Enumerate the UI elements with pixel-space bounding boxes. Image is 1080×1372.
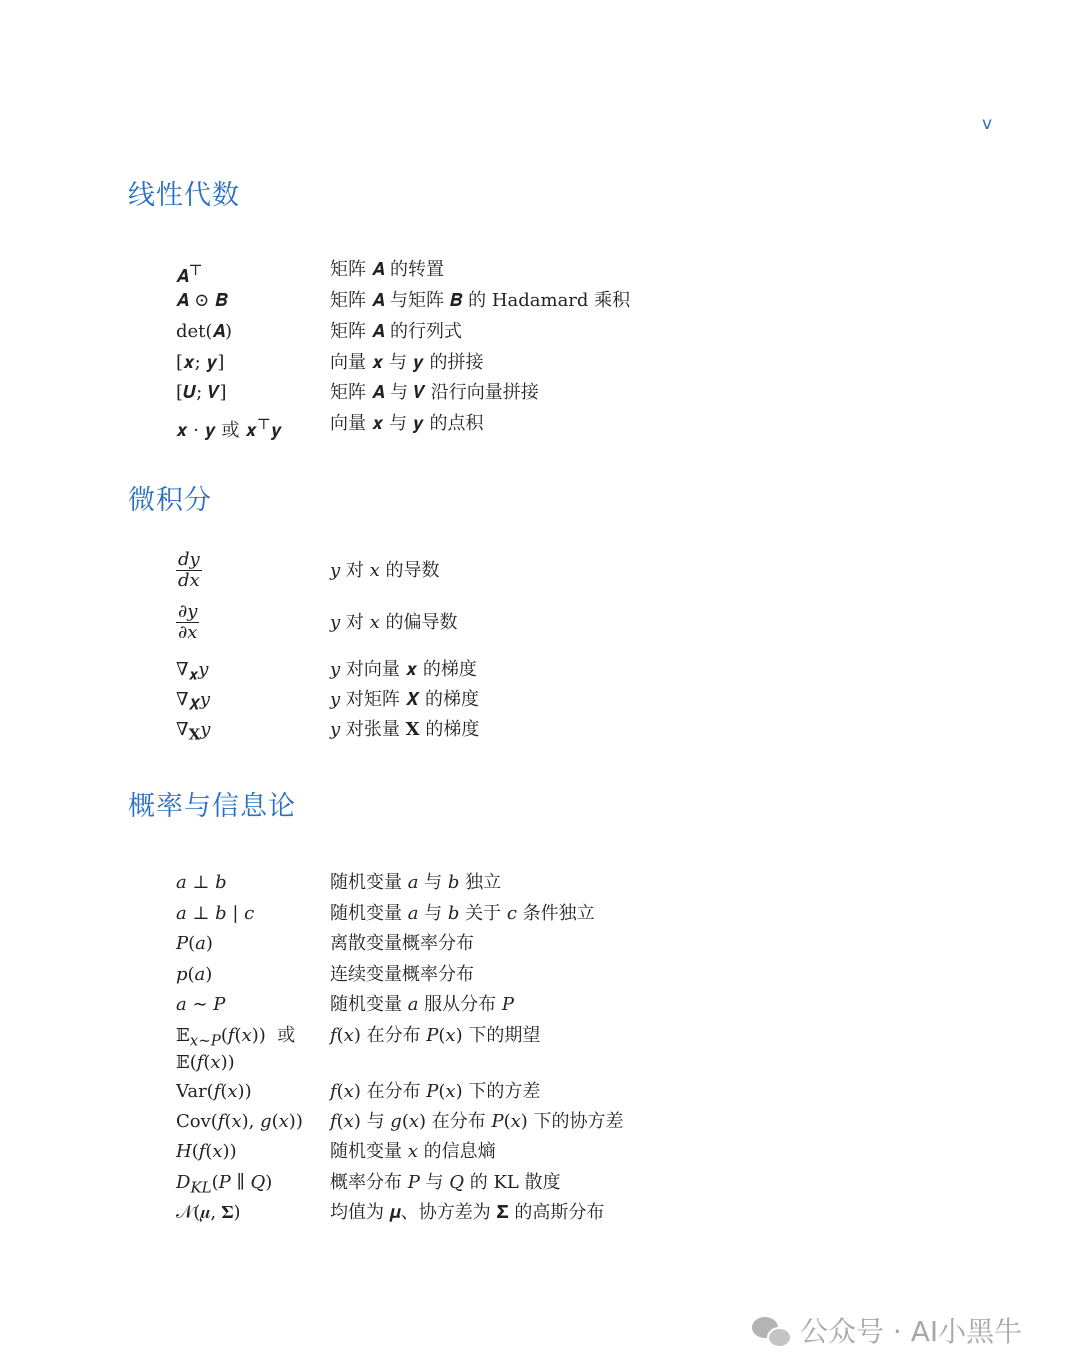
- section-title: 概率与信息论: [128, 791, 296, 822]
- notation-row: [0, 903, 1080, 933]
- fraction: [176, 550, 202, 591]
- notation-description: 均值为 𝝁、协方差为 𝚺 的高斯分布: [330, 1202, 605, 1223]
- notation-symbol: 𝒩(𝝁, 𝚺): [176, 1202, 241, 1223]
- watermark: [752, 1310, 1022, 1350]
- notation-symbol: $\nabla_𝒙𝑦$: [176, 659, 209, 684]
- notation-description: 随机变量 𝑎 服从分布 𝑃: [330, 994, 515, 1015]
- notation-row: [0, 964, 1080, 994]
- notation-row: [0, 1111, 1080, 1141]
- notation-symbol: 𝑝(𝑎): [176, 964, 213, 985]
- notation-description: 概率分布 𝑃 与 𝑄 的 KL 散度: [330, 1172, 561, 1193]
- fraction-numerator: ∂𝑦: [178, 601, 198, 622]
- notation-row: [0, 933, 1080, 963]
- notation-symbol: Var(𝑓(𝑥)): [176, 1081, 252, 1102]
- notation-symbol: $\nabla_𝑿𝑦$: [176, 689, 211, 714]
- notation-symbol: 𝑨 ⊙ 𝑩: [176, 290, 228, 311]
- notation-symbol: 𝑨⊤: [176, 261, 203, 287]
- notation-row: [0, 290, 1080, 320]
- notation-symbol: [𝑼; 𝑽]: [176, 382, 227, 403]
- notation-symbol: [176, 550, 202, 591]
- notation-symbol: [𝒙; 𝒚]: [176, 352, 225, 373]
- notation-row: [0, 689, 1080, 719]
- notation-description: 向量 𝒙 与 𝒚 的点积: [330, 413, 484, 434]
- notation-symbol: [176, 602, 199, 643]
- notation-description: 𝑓(𝑥) 与 𝑔(𝑥) 在分布 𝑃(𝑥) 下的协方差: [330, 1111, 624, 1132]
- fraction-numerator: d𝑦: [178, 549, 200, 570]
- notation-row: [0, 1172, 1080, 1202]
- notation-description: 矩阵 𝑨 与矩阵 𝑩 的 Hadamard 乘积: [330, 290, 631, 311]
- notation-description: 矩阵 𝑨 与 𝑽 沿行向量拼接: [330, 382, 539, 403]
- notation-description: 𝑦 对向量 𝒙 的梯度: [330, 659, 477, 680]
- fraction-denominator: ∂𝑥: [178, 622, 198, 643]
- notation-row: [0, 413, 1080, 443]
- notation-row: [0, 352, 1080, 382]
- notation-row: [0, 382, 1080, 412]
- section-title: 微积分: [128, 485, 212, 516]
- notation-description: 向量 𝒙 与 𝒚 的拼接: [330, 352, 484, 373]
- notation-description: 𝑦 对矩阵 𝑿 的梯度: [330, 689, 479, 710]
- page-number: v: [982, 114, 993, 134]
- notation-row: [0, 1141, 1080, 1171]
- notation-description: 𝑦 对 𝑥 的导数: [330, 560, 440, 581]
- notation-description: 随机变量 𝑥 的信息熵: [330, 1141, 496, 1162]
- section-title: 线性代数: [128, 180, 240, 211]
- wechat-icon: [752, 1315, 790, 1345]
- notation-row: [0, 719, 1080, 749]
- notation-row: [0, 659, 1080, 689]
- notation-description: 矩阵 𝑨 的行列式: [330, 321, 462, 342]
- notation-symbol: 𝑎 ⊥ 𝑏 | 𝑐: [176, 903, 255, 924]
- notation-symbol: 𝑎 ⊥ 𝑏: [176, 872, 227, 893]
- notation-description: 矩阵 𝑨 的转置: [330, 259, 444, 280]
- notation-description: 𝑓(𝑥) 在分布 𝑃(𝑥) 下的期望: [330, 1025, 541, 1046]
- notation-symbol: det(𝑨): [176, 321, 232, 342]
- notation-row: [0, 872, 1080, 902]
- notation-symbol: 𝑃(𝑎): [176, 933, 213, 954]
- notation-row: [0, 1081, 1080, 1111]
- notation-description: 𝑦 对张量 X 的梯度: [330, 719, 480, 740]
- notation-symbol: 𝐻(𝑓(𝑥)): [176, 1141, 237, 1162]
- notation-symbol: 𝐷$_{𝐾𝐿}$(𝑃 ∥ 𝑄): [176, 1172, 273, 1197]
- notation-row: [0, 994, 1080, 1024]
- notation-symbol: 𝑎 ∼ 𝑃: [176, 994, 226, 1015]
- fraction-denominator: d𝑥: [178, 570, 200, 591]
- notation-row: [0, 601, 1080, 643]
- notation-row: [0, 321, 1080, 351]
- notation-row: [0, 259, 1080, 289]
- notation-description: 随机变量 𝑎 与 𝑏 关于 𝑐 条件独立: [330, 903, 595, 924]
- watermark-text: 公众号 · AI小黑牛: [800, 1315, 1023, 1348]
- notation-description: 𝑦 对 𝑥 的偏导数: [330, 612, 458, 633]
- notation-row: [0, 549, 1080, 591]
- notation-description: 离散变量概率分布: [330, 933, 474, 954]
- notation-symbol: 𝒙 · 𝒚 或 𝒙⊤𝒚: [176, 415, 282, 441]
- notation-symbol: $\nabla_X𝑦$: [176, 719, 211, 744]
- notation-description: 𝑓(𝑥) 在分布 𝑃(𝑥) 下的方差: [330, 1081, 541, 1102]
- fraction: [176, 602, 199, 643]
- notation-description: 随机变量 𝑎 与 𝑏 独立: [330, 872, 502, 893]
- notation-symbol: Cov(𝑓(𝑥), 𝑔(𝑥)): [176, 1111, 303, 1132]
- notation-description: 连续变量概率分布: [330, 964, 474, 985]
- notation-row: [0, 1025, 1080, 1073]
- notation-row: [0, 1202, 1080, 1232]
- notation-symbol: 𝔼$_{𝑥\sim 𝑃}$(𝑓(𝑥)) 或 𝔼(𝑓(𝑥)): [176, 1025, 296, 1073]
